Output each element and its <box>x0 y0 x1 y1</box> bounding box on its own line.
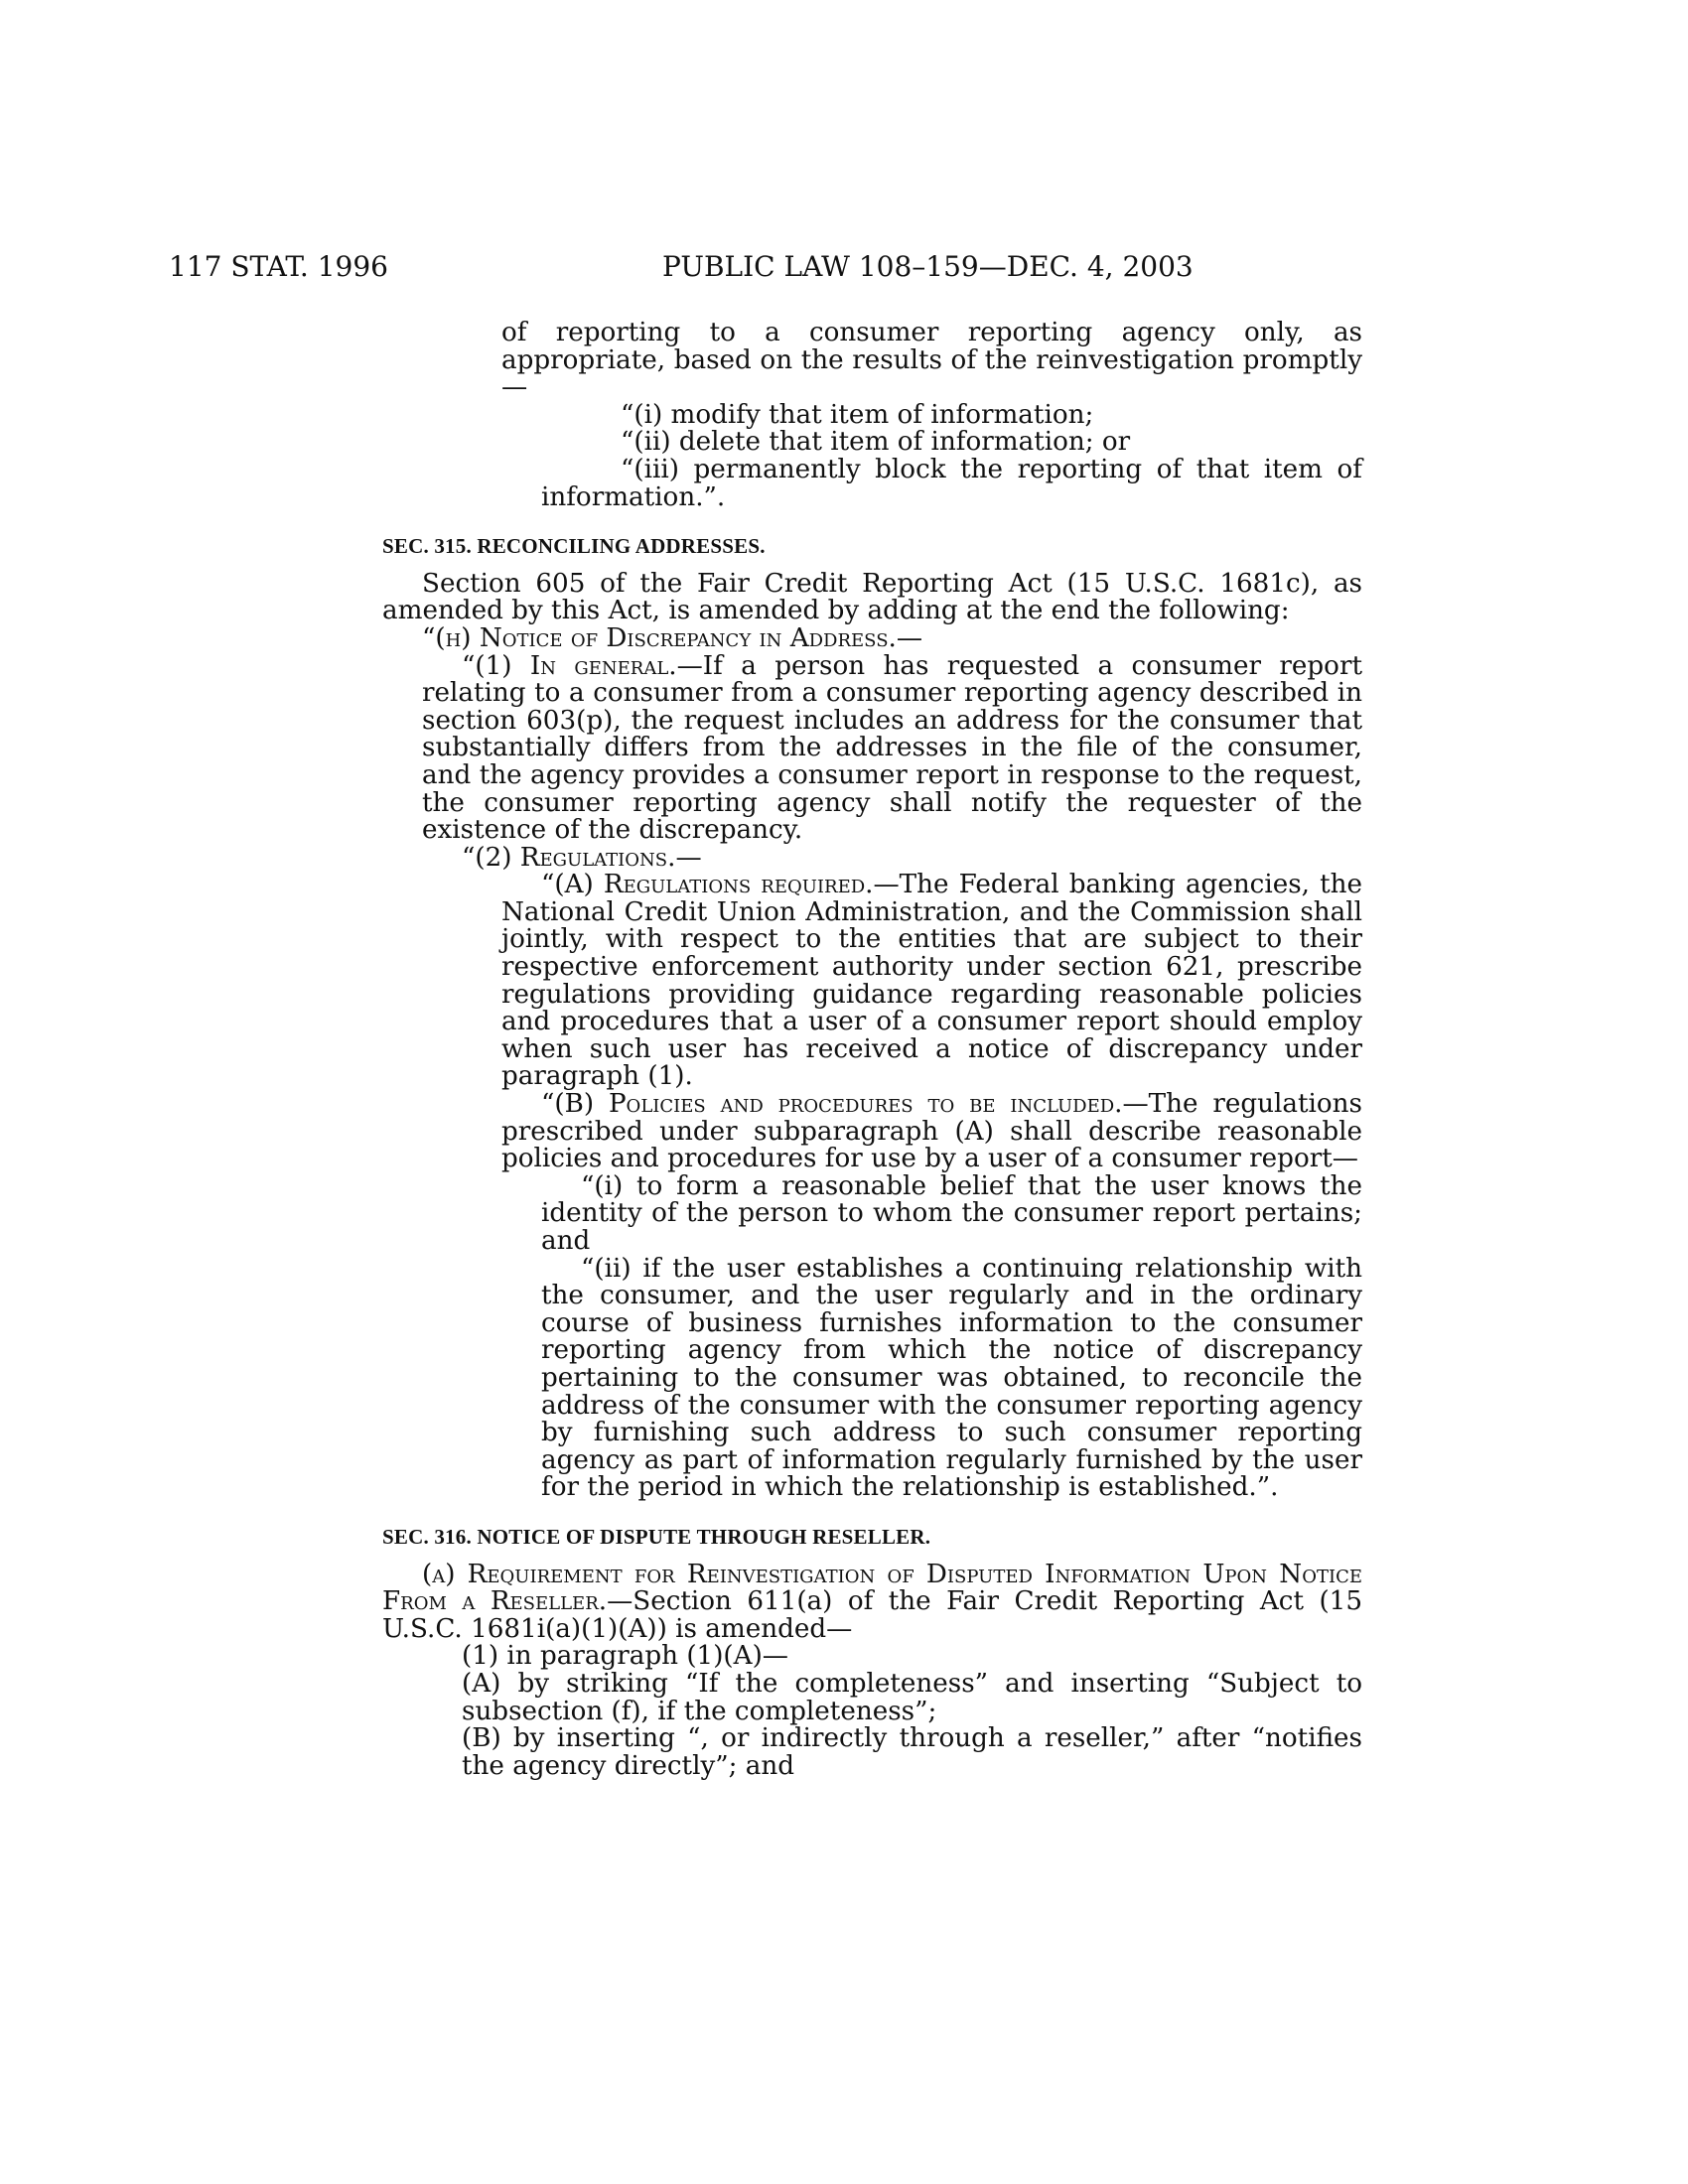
continuation-item-i: “(i) modify that item of information; <box>621 399 1094 430</box>
paragraph-1-heading: “(1) In general. <box>462 650 677 681</box>
amendment-item-1: (1) in paragraph (1)(A)— <box>462 1641 788 1672</box>
subparagraph-b-text: —The regulations prescribed under subparagraph (A) shall describe reasonable policies and procedures for use by a user of a consumer report— <box>501 1089 1362 1174</box>
statute-page-reference: 117 STAT. 1996 <box>169 250 388 283</box>
subparagraph-b <box>501 1091 1362 1173</box>
page-header <box>0 250 1688 290</box>
clause-b-ii: “(ii) if the user establishes a continuing relationship with the consumer, and the user regularly and in the ordinary course of business furnishes information to the consumer reporting agency from which the notice of discrepancy pertaining to the consumer was obtained, to reconcile the address of the consumer with the consumer reporting agency by furnishing such address to such consumer reporting agency as part of information regularly furnished by the user for the period in which the relationship is established.”. <box>541 1253 1362 1503</box>
subsection-h-heading-text: “(h) Notice of Discrepancy in Address.— <box>422 622 923 653</box>
subsection-a-heading: (a) Requirement for Reinvestigation of Disputed Information Upon Notice From a Reseller. <box>382 1559 1362 1617</box>
subsection-a <box>382 1559 1362 1644</box>
paragraph-1 <box>422 650 1362 846</box>
section-315-title: SEC. 315. RECONCILING ADDRESSES. <box>382 534 766 559</box>
paragraph-2-heading <box>462 842 1362 873</box>
section-315-intro: Section 605 of the Fair Credit Reporting Act (15 U.S.C. 1681c), as amended by this Act, is amended by adding at the end the following: <box>382 568 1362 626</box>
subparagraph-a-text: —The Federal banking agencies, the National Credit Union Administration, and the Commission shall jointly, with respect to the entities that are subject to their respective enforcement authority under section 621, prescribe regulations providing guidance regarding reasonable policies and procedures that a user of a consumer report should employ when such user has received a notice of discrepancy under paragraph (1). <box>501 870 1362 1092</box>
clause-b-i: “(i) to form a reasonable belief that the user knows the identity of the person to whom the consumer report pertains; and <box>541 1170 1362 1256</box>
section-316-title: SEC. 316. NOTICE OF DISPUTE THROUGH RESELLER. <box>382 1524 931 1549</box>
subparagraph-a <box>501 872 1362 1091</box>
amendment-item-a: (A) by striking “If the completeness” and inserting “Subject to subsection (f), if the completeness”; <box>462 1668 1362 1726</box>
continuation-intro: of reporting to a consumer reporting agency only, as appropriate, based on the results of the reinvestigation promptly— <box>501 318 1362 403</box>
subsection-a-text: —Section 611(a) of the Fair Credit Reporting Act (15 U.S.C. 1681i(a)(1)(A)) is amended— <box>382 1586 1362 1644</box>
subparagraph-a-heading: “(A) Regulations required. <box>541 870 874 900</box>
paragraph-2-heading-text: “(2) Regulations.— <box>462 842 702 873</box>
law-title: PUBLIC LAW 108–159—DEC. 4, 2003 <box>662 250 1194 283</box>
subparagraph-b-heading: “(B) Policies and procedures to be included. <box>541 1089 1123 1120</box>
document-body <box>382 318 1362 1781</box>
continuation-item-iii: “(iii) permanently block the reporting of that item of information.”. <box>541 454 1362 512</box>
amendment-item-b: (B) by inserting “, or indirectly through a reseller,” after “notifies the agency directly”; and <box>462 1723 1362 1781</box>
paragraph-1-text: —If a person has requested a consumer report relating to a consumer from a consumer reporting agency described in section 603(p), the request includes an address for the consumer that substantially differs from the addresses in the file of the consumer, and the agency provides a consumer report in response to the request, the consumer reporting agency shall notify the requester of the existence of the discrepancy. <box>422 650 1362 846</box>
continuation-item-ii: “(ii) delete that item of information; or <box>621 427 1131 458</box>
subsection-h-heading <box>422 622 1362 653</box>
